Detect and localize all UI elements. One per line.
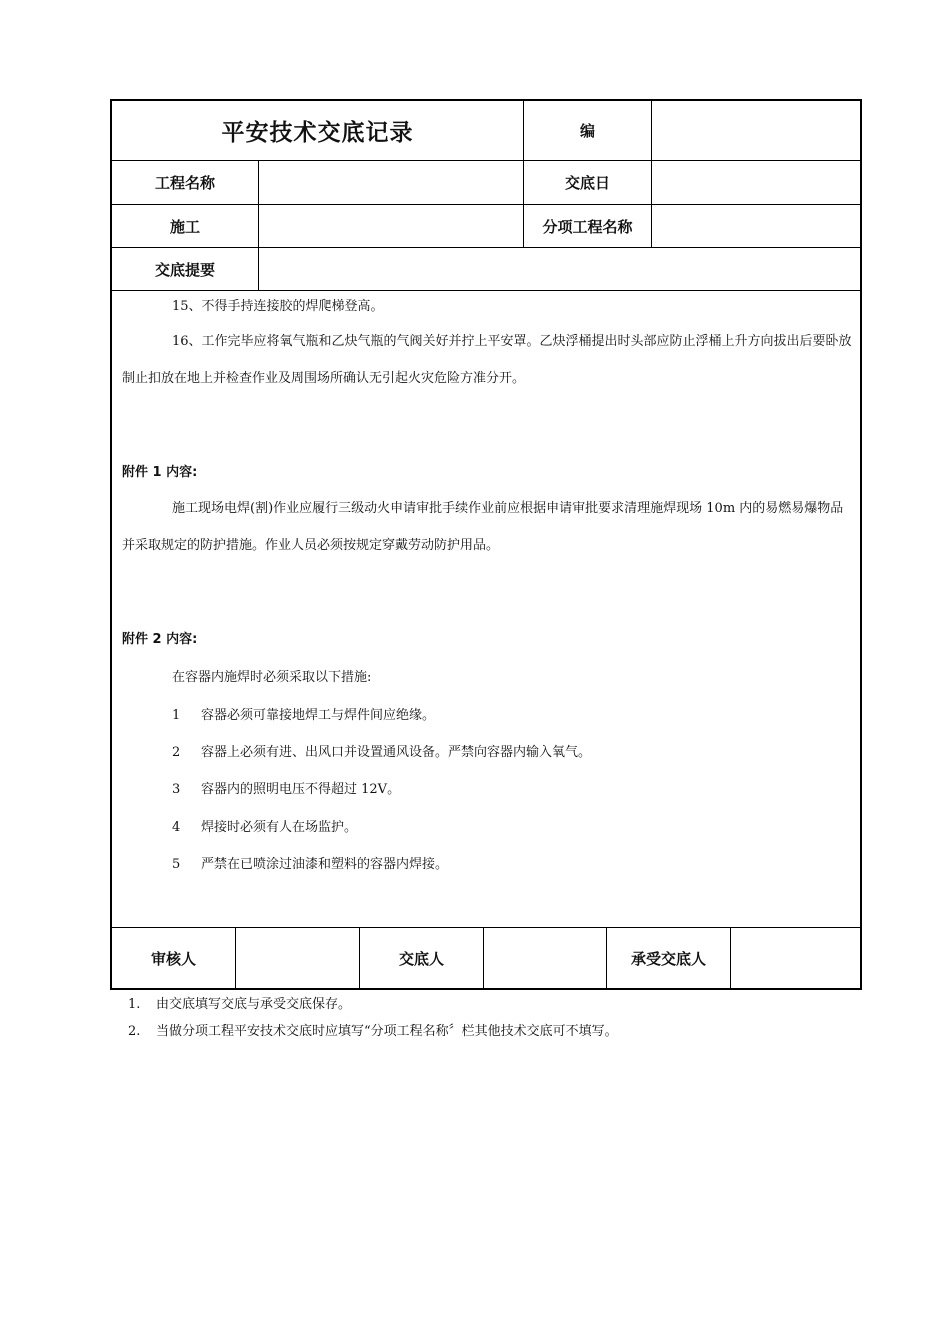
list-item-text: 容器必须可靠接地焊工与焊件间应绝缘。: [201, 708, 436, 723]
footnote: [128, 1022, 618, 1049]
summary-label: 交底提要: [154, 260, 215, 279]
summary-field[interactable]: [259, 248, 860, 290]
list-item: [172, 853, 448, 872]
footnotes: [128, 995, 618, 1049]
attachment-2-heading: 附件 2 内容:: [122, 632, 198, 647]
disclosure-record-table: [110, 99, 862, 990]
receiver-field[interactable]: [731, 928, 860, 988]
list-item-text: 容器内的照明电压不得超过 12V。: [201, 782, 401, 797]
list-item-number: 2: [172, 745, 181, 760]
list-item: [172, 816, 357, 835]
date-label: 交底日: [564, 174, 610, 192]
code-label: 编: [579, 122, 595, 140]
footnote-text: 当做分项工程平安技术交底时应填写“分项工程名称〞栏其他技术交底可不填写。: [156, 1024, 618, 1039]
project-name-field[interactable]: [259, 161, 523, 204]
footnote-number: 1.: [128, 997, 141, 1012]
list-item-number: 3: [172, 782, 181, 797]
discloser-field[interactable]: [484, 928, 606, 988]
footnote: [128, 995, 618, 1022]
list-item-number: 4: [172, 820, 181, 835]
attachment-2-intro: 在容器内施焊时必须采取以下措施:: [172, 670, 372, 685]
subproject-name-label: 分项工程名称: [542, 217, 633, 236]
discloser-label: 交底人: [398, 949, 444, 968]
list-item-text: 严禁在已喷涂过油漆和塑料的容器内焊接。: [201, 857, 449, 872]
date-field[interactable]: [652, 161, 860, 204]
attachment-1-heading: 附件 1 内容:: [122, 465, 198, 480]
project-name-label: 工程名称: [154, 174, 215, 192]
attachment-1-text: 施工现场电焊(割)作业应履行三级动火申请审批手续作业前应根据申请审批要求清理施焊现场 10m 内的易燃易爆物品并采取规定的防护措施。作业人员必须按规定穿戴劳动防护用品。: [122, 501, 844, 553]
footnote-number: 2.: [128, 1024, 141, 1039]
list-item-text: 焊接时必须有人在场监护。: [201, 820, 358, 835]
footnote-text: 由交底填写交底与承受交底保存。: [156, 997, 352, 1012]
list-item: [172, 778, 400, 797]
item-16-text: 16、工作完毕应将氧气瓶和乙炔气瓶的气阀关好并拧上平安罩。乙炔浮桶提出时头部应防止浮桶上升方向拔出后要卧放制止扣放在地上并检查作业及周围场所确认无引起火灾危险方准分开。: [122, 334, 852, 386]
document-title: 平安技术交底记录: [221, 120, 414, 146]
list-item-number: 5: [172, 857, 181, 872]
item-15-text: 15、不得手持连接胶的焊爬梯登高。: [172, 299, 384, 314]
code-value-field[interactable]: [652, 101, 860, 160]
subproject-name-field[interactable]: [652, 205, 860, 247]
list-item-text: 容器上必须有进、出风口并设置通风设备。严禁向容器内输入氧气。: [201, 745, 592, 760]
list-item: [172, 704, 435, 723]
construction-field[interactable]: [259, 205, 523, 247]
receiver-label: 承受交底人: [630, 949, 706, 968]
reviewer-field[interactable]: [236, 928, 359, 988]
reviewer-label: 审核人: [150, 949, 196, 968]
list-item-number: 1: [172, 708, 181, 723]
construction-label: 施工: [169, 217, 200, 236]
list-item: [172, 741, 591, 760]
